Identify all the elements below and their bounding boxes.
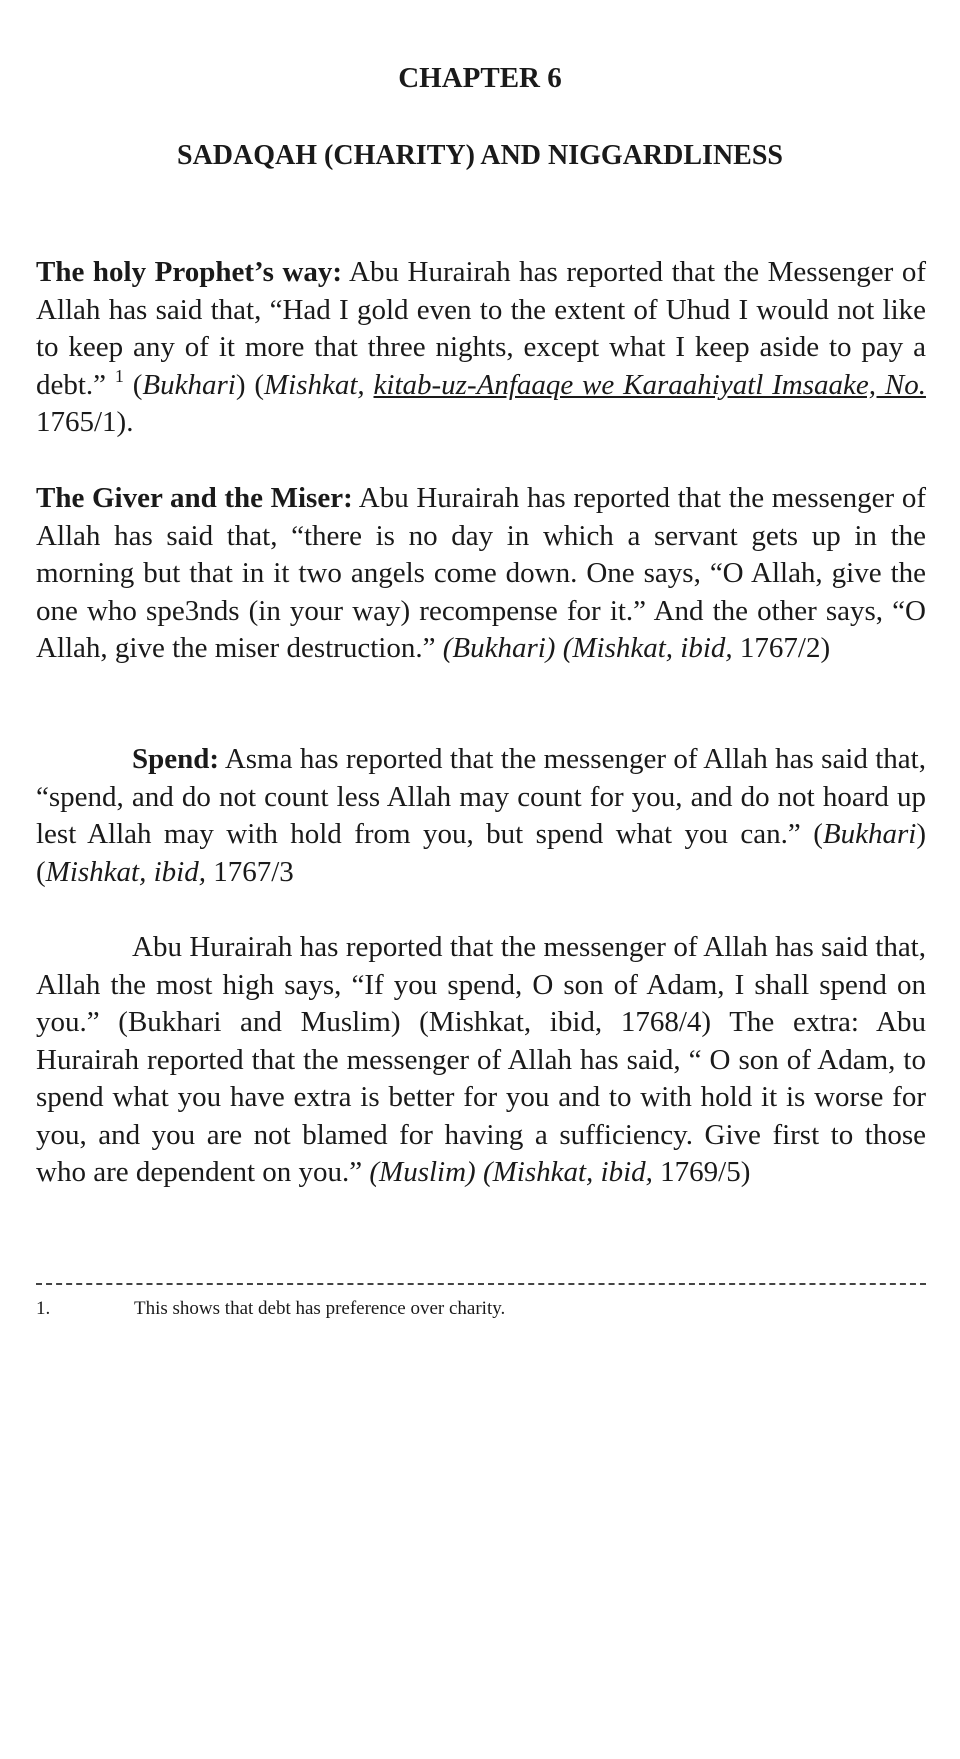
paragraph-text: Abu Hurairah has reported that the messenger of Allah has said that, “there is no day in which a servant gets up in the morning but that in it two angels come down. One says, “O Allah, give the one who spe3nds (in your way) recompense for it.” And the other says, “O Allah, give the miser destruction.” (36, 482, 926, 664)
footnote-divider (36, 1283, 926, 1285)
citation: (Bukhari) (Mishkat, ibid, (442, 632, 733, 664)
citation: (Muslim) (Mishkat, ibid, (369, 1156, 653, 1188)
paragraph-text: Abu Hurairah has reported that the Messenger of Allah has said that, “Had I gold even to the extent of Uhud I would not like to keep any of it more that three nights, except what I keep aside to pay a debt.” (36, 256, 927, 401)
paragraph-heading: Spend: (132, 743, 220, 775)
paragraph-spend: Spend: Asma has reported that the messenger of Allah has said that, “spend, and do not count less Allah may count for you, and do not hoard up lest Allah may with hold from you, but spend what you can.” (Bukhari) (Mishkat, ibid, 1767/3 (36, 743, 926, 888)
citation: Bukhari (142, 368, 236, 401)
footnote-number: 1. (36, 1298, 51, 1319)
citation-underlined: kitab-uz-Anfaaqe we Karaahiyatl Imsaake, No. (373, 368, 926, 401)
reference-number: 1767/2) (732, 632, 831, 664)
citation: Mishkat, (263, 368, 365, 401)
footnote-ref: 1 (114, 365, 124, 386)
footnote (36, 1298, 926, 1320)
paragraph-heading: The Giver and the Miser: (36, 482, 353, 514)
paragraph-heading: The holy Prophet’s way: (36, 256, 343, 288)
citation: Mishkat, ibid, (45, 855, 206, 888)
paragraph-giver-miser (36, 480, 926, 668)
paragraph-prophets-way: The holy Prophet’s way: Abu Hurairah has reported that the Messenger of Allah has said that, “Had I gold even to the extent of Uhud I would not like to keep any of it more that three nights, except what I keep aside to pay a debt.” $^1$ (Bukhari) (Mishkat, kitab-uz-Anfaaqe we Karaahiyatl Imsaake, No. 1765/1). (36, 256, 927, 438)
citation: Bukhari (822, 818, 917, 850)
paragraph-text: Asma has reported that the messenger of Allah has said that, “spend, and do not count less Allah may count for you, and do not hoard up lest Allah may with hold from you, but spend what you can.” (36, 743, 926, 850)
reference-number: 1765/1). (36, 406, 134, 438)
chapter-title: SADAQAH (CHARITY) AND NIGGARDLINESS (177, 140, 783, 171)
reference-number: 1769/5) (652, 1156, 751, 1188)
paragraph-abu-hurairah (36, 929, 926, 1192)
reference-number: 1767/3 (205, 855, 294, 888)
chapter-label: CHAPTER 6 (398, 62, 562, 94)
footnote-text: This shows that debt has preference over charity. (134, 1298, 506, 1319)
paragraph-text: Abu Hurairah has reported that the messenger of Allah has said that, Allah the most high says, “If you spend, O son of Adam, I shall spend on you.” (Bukhari and Muslim) (Mishkat, ibid, 1768/4) The extra: Abu Hurairah reported that the messenger of Allah has said, “ O son of Adam, to spend what you have extra is better for you and to with hold it is worse for you, and you are not blamed for having a sufficiency. Give first to those who are dependent on you.” (36, 931, 926, 1188)
